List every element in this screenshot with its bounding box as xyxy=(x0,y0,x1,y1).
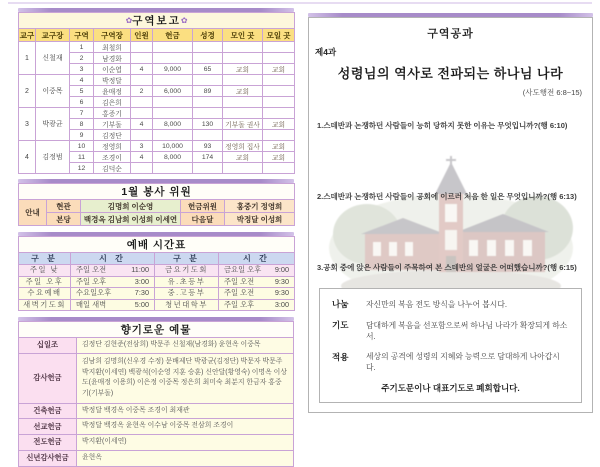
zone-offering xyxy=(153,163,193,174)
district-report-title: ✿구역보고✿ xyxy=(19,13,295,29)
col-header-category: 구 분 xyxy=(19,253,71,265)
district-id: 3 xyxy=(19,108,36,141)
bulletin-left-page xyxy=(18,8,294,467)
zone-next-place xyxy=(263,163,295,174)
prayer-label: 기도 xyxy=(332,320,349,330)
offering-type: 신년감사헌금 xyxy=(19,450,77,466)
lesson-question-3: 3.공회 중에 앉은 사람들이 주목하여 본 스데반의 얼굴은 어떠했습니까?(행 6:15) xyxy=(317,263,577,272)
zone-id: 9 xyxy=(70,130,94,141)
zone-count xyxy=(131,130,153,141)
zone-id: 7 xyxy=(70,108,94,119)
schedule-title-row xyxy=(19,237,295,253)
zone-offering: 8,000 xyxy=(153,152,193,163)
offering-names: 박정달 백경옥 윤현옥 이수남 이중목 전삼희 조경이 xyxy=(77,419,294,435)
zone-bible xyxy=(193,42,223,53)
zone-bible: 130 xyxy=(193,119,223,130)
zone-met-place: 기부돌 권사 xyxy=(223,119,263,130)
practice-row-sharing xyxy=(332,298,569,310)
zone-offering xyxy=(153,108,193,119)
offering-names: 박정달 백경옥 이중목 조경이 최재관 xyxy=(77,403,294,419)
offering-type: 건축헌금 xyxy=(19,403,77,419)
zone-next-place xyxy=(263,86,295,97)
lesson-scripture-reference: (사도행전 6:8~15) xyxy=(522,88,582,97)
zone-bible xyxy=(193,75,223,86)
zone-met-place: 교회 xyxy=(223,86,263,97)
district-leader: 이중목 xyxy=(36,75,70,108)
service-time: 매일 새벽 5:00 xyxy=(71,299,155,311)
volunteers-sanctuary-names: 백경옥 김남희 이성희 이세연 xyxy=(81,213,181,226)
service-name: 주일 오후 xyxy=(19,276,71,288)
zone-next-place xyxy=(263,97,295,108)
volunteers-side-label: 안내 xyxy=(19,200,47,226)
table-row xyxy=(19,200,295,213)
col-header-met-place: 모인 곳 xyxy=(223,29,263,42)
col-header-district: 교구 xyxy=(19,30,35,40)
zone-id: 6 xyxy=(70,97,94,108)
table-row xyxy=(19,108,295,119)
volunteers-entrance-names: 김명희 이순영 xyxy=(81,200,181,213)
zone-id: 2 xyxy=(70,53,94,64)
zone-count: 4 xyxy=(131,64,153,75)
volunteers-nextmonth-names: 박정달 이성희 xyxy=(225,213,295,226)
zone-count xyxy=(131,75,153,86)
table-row xyxy=(19,299,295,311)
col-header-next-place: 모일 곳 xyxy=(263,29,295,42)
table-row xyxy=(19,276,295,288)
zone-count xyxy=(131,97,153,108)
offering-names: 윤현옥 xyxy=(77,450,294,466)
service-time: 수요일오후 7:30 xyxy=(71,288,155,300)
lesson-box xyxy=(308,17,593,413)
table-row xyxy=(19,338,294,354)
zone-id: 4 xyxy=(70,75,94,86)
col-header-district-leader: 교구장 xyxy=(36,29,70,42)
offering-names: 박지환(이세연) xyxy=(77,435,294,451)
service-time: 주일 오후 3:00 xyxy=(219,299,295,311)
district-leader: 신철재 xyxy=(36,42,70,75)
offering-type: 십일조 xyxy=(19,338,77,354)
offering-type: 전도헌금 xyxy=(19,435,77,451)
zone-id: 8 xyxy=(70,119,94,130)
table-row xyxy=(19,288,295,300)
volunteers-offering-committee-label: 헌금위원 xyxy=(181,200,225,213)
offering-names: 김정단 김현준(전삼희) 박문주 신철재(남경화) 윤현옥 이중목 xyxy=(77,338,294,354)
col-header-zone-leader: 구역장 xyxy=(94,29,131,42)
col-header-zone: 구역 xyxy=(70,29,94,42)
zone-met-place: 정영희 집사 xyxy=(223,141,263,152)
zone-bible: 174 xyxy=(193,152,223,163)
zone-leader: 김정단 xyxy=(94,130,131,141)
district-leader: 박광균 xyxy=(36,108,70,141)
zone-offering: 10,000 xyxy=(153,141,193,152)
zone-count: 3 xyxy=(131,141,153,152)
offering-type: 선교헌금 xyxy=(19,419,77,435)
zone-bible xyxy=(193,108,223,119)
zone-bible xyxy=(193,163,223,174)
zone-leader: 최철희 xyxy=(94,42,131,53)
zone-leader: 김덕순 xyxy=(94,163,131,174)
service-name: 중.고등부 xyxy=(155,288,219,300)
service-time: 주일 오전 9:30 xyxy=(219,276,295,288)
zone-leader: 기부돌 xyxy=(94,119,131,130)
table-row xyxy=(19,419,294,435)
volunteers-offering-committee-names: 홍중기 정영희 xyxy=(225,200,295,213)
table-row xyxy=(19,435,294,451)
zone-next-place xyxy=(263,53,295,64)
zone-leader: 김은희 xyxy=(94,97,131,108)
district-id: 4 xyxy=(19,141,36,174)
district-report-table xyxy=(18,12,295,174)
service-name: 청년대학부 xyxy=(155,299,219,311)
service-time: 주일 오전 9:30 xyxy=(219,288,295,300)
sharing-label: 나눔 xyxy=(332,299,349,309)
volunteers-title: 1월 봉사 위원 xyxy=(19,184,295,200)
zone-met-place xyxy=(223,53,263,64)
col-header-time: 시 간 xyxy=(219,253,295,265)
offering-type: 감사헌금 xyxy=(19,353,77,403)
zone-offering: 9,000 xyxy=(153,64,193,75)
table-row xyxy=(19,265,295,277)
zone-id: 11 xyxy=(70,152,94,163)
zone-id: 1 xyxy=(70,42,94,53)
zone-next-place: 교회 xyxy=(263,119,295,130)
service-name: 주일 낮 xyxy=(19,265,71,277)
zone-bible xyxy=(193,53,223,64)
volunteers-title-row xyxy=(19,184,295,200)
worship-schedule-table xyxy=(18,236,295,311)
zone-met-place xyxy=(223,130,263,141)
zone-offering xyxy=(153,53,193,64)
zone-met-place xyxy=(223,163,263,174)
zone-next-place: 교회 xyxy=(263,152,295,163)
table-row xyxy=(19,353,294,403)
offerings-title-row xyxy=(19,322,294,338)
zone-met-place: 교회 xyxy=(223,152,263,163)
table-row xyxy=(19,141,295,152)
zone-count xyxy=(131,163,153,174)
district-id: 2 xyxy=(19,75,36,108)
zone-leader: 이순엽 xyxy=(94,64,131,75)
service-name: 유.초등부 xyxy=(155,276,219,288)
service-time: 주일 오후 3:00 xyxy=(71,276,155,288)
table-row xyxy=(19,450,294,466)
lesson-main-title: 성령님의 역사로 전파되는 하나님 나라 xyxy=(337,66,564,81)
zone-next-place xyxy=(263,130,295,141)
prayer-text: 담대하게 복음을 선포함으로써 하나님 나라가 확장되게 하소서. xyxy=(366,320,568,341)
zone-count xyxy=(131,108,153,119)
zone-met-place: 교회 xyxy=(223,64,263,75)
district-id: 1 xyxy=(19,42,36,75)
service-name: 금요기도회 xyxy=(155,265,219,277)
zone-leader: 정영희 xyxy=(94,141,131,152)
service-time: 금요일 오후 9:00 xyxy=(219,265,295,277)
zone-next-place xyxy=(263,42,295,53)
zone-offering xyxy=(153,130,193,141)
lesson-question-1: 1.스데반과 논쟁하던 사람들이 능히 당하지 못한 이유는 무엇입니까?(행 6:10) xyxy=(317,121,568,130)
zone-leader: 홍증기 xyxy=(94,108,131,119)
zone-leader: 박정달 xyxy=(94,75,131,86)
practice-row-prayer xyxy=(332,319,569,342)
zone-id: 10 xyxy=(70,141,94,152)
col-header-attendance: 인원 xyxy=(131,29,153,42)
zone-leader: 윤매정 xyxy=(94,86,131,97)
schedule-title: 예배 시간표 xyxy=(19,237,295,253)
zone-bible: 89 xyxy=(193,86,223,97)
table-row xyxy=(19,42,295,53)
volunteers-entrance-label: 현관 xyxy=(47,200,81,213)
zone-id: 3 xyxy=(70,64,94,75)
zone-offering: 8,000 xyxy=(153,119,193,130)
flower-icon: ✿ xyxy=(125,16,133,25)
bulletin-right-page xyxy=(308,13,593,413)
zone-leader: 조경이 xyxy=(94,152,131,163)
district-report-header-row xyxy=(19,29,295,42)
lesson-question-2: 2.스데반과 논쟁하던 사람들이 공회에 이르러 처음 한 일은 무엇입니까?(행 6:13) xyxy=(317,192,577,201)
zone-met-place xyxy=(223,42,263,53)
zone-leader: 남경화 xyxy=(94,53,131,64)
zone-count: 4 xyxy=(131,119,153,130)
zone-count: 4 xyxy=(131,152,153,163)
zone-next-place: 교회 xyxy=(263,64,295,75)
table-row xyxy=(19,213,295,226)
zone-count xyxy=(131,42,153,53)
offerings-title: 향기로운 예물 xyxy=(19,322,294,338)
service-name: 새벽기도회 xyxy=(19,299,71,311)
col-header-category: 구 분 xyxy=(155,253,219,265)
zone-next-place xyxy=(263,75,295,86)
zone-count xyxy=(131,53,153,64)
service-time: 주일 오전 11:00 xyxy=(71,265,155,277)
application-text: 세상의 공격에 성령의 지혜와 능력으로 담대하게 나아갑시다. xyxy=(366,352,560,372)
lesson-section-title: 구역공과 xyxy=(427,28,474,40)
zone-met-place xyxy=(223,108,263,119)
lesson-number: 제4과 xyxy=(315,47,337,57)
offerings-table xyxy=(18,321,294,467)
zone-next-place xyxy=(263,108,295,119)
zone-offering: 6,000 xyxy=(153,86,193,97)
zone-bible: 65 xyxy=(193,64,223,75)
zone-bible xyxy=(193,97,223,108)
service-name: 수요예배 xyxy=(19,288,71,300)
table-row xyxy=(19,75,295,86)
flower-icon: ✿ xyxy=(180,16,188,25)
district-report-title-row xyxy=(19,13,295,29)
schedule-header-row xyxy=(19,253,295,265)
zone-count: 2 xyxy=(131,86,153,97)
zone-met-place xyxy=(223,75,263,86)
page-top-rule xyxy=(8,2,592,4)
table-row xyxy=(19,403,294,419)
col-header-bible: 성경 xyxy=(193,29,223,42)
volunteers-sanctuary-label: 본당 xyxy=(47,213,81,226)
practice-row-application xyxy=(332,351,569,374)
col-header-offering: 헌금 xyxy=(153,29,193,42)
volunteers-table xyxy=(18,183,295,226)
zone-bible: 93 xyxy=(193,141,223,152)
practice-box xyxy=(319,288,582,403)
zone-offering xyxy=(153,42,193,53)
col-header-time: 시 간 xyxy=(71,253,155,265)
zone-id: 5 xyxy=(70,86,94,97)
zone-id: 12 xyxy=(70,163,94,174)
sharing-text: 자신만의 복음 전도 방식을 나누어 봅시다. xyxy=(366,299,508,309)
district-leader: 김정범 xyxy=(36,141,70,174)
zone-next-place: 교회 xyxy=(263,141,295,152)
volunteers-nextmonth-label: 다음달 xyxy=(181,213,225,226)
zone-met-place xyxy=(223,97,263,108)
offering-names: 김남희 김명희(신우경 수정) 문배제단 박광균(김정단) 박문자 박문주 박지환(이세연) 백광석(이순영 지훈 승훈) 신안달(황영숙) 이명옥 이상도(윤매정 이용희) 이은정 이중목 정은희 최미숙 최분지 한금자 홍중기(기부돌) xyxy=(77,353,294,403)
application-label: 적용 xyxy=(332,351,349,362)
zone-offering xyxy=(153,75,193,86)
zone-offering xyxy=(153,97,193,108)
closing-statement: 주기도문이나 대표기도로 폐회합니다. xyxy=(381,383,520,393)
zone-bible xyxy=(193,130,223,141)
